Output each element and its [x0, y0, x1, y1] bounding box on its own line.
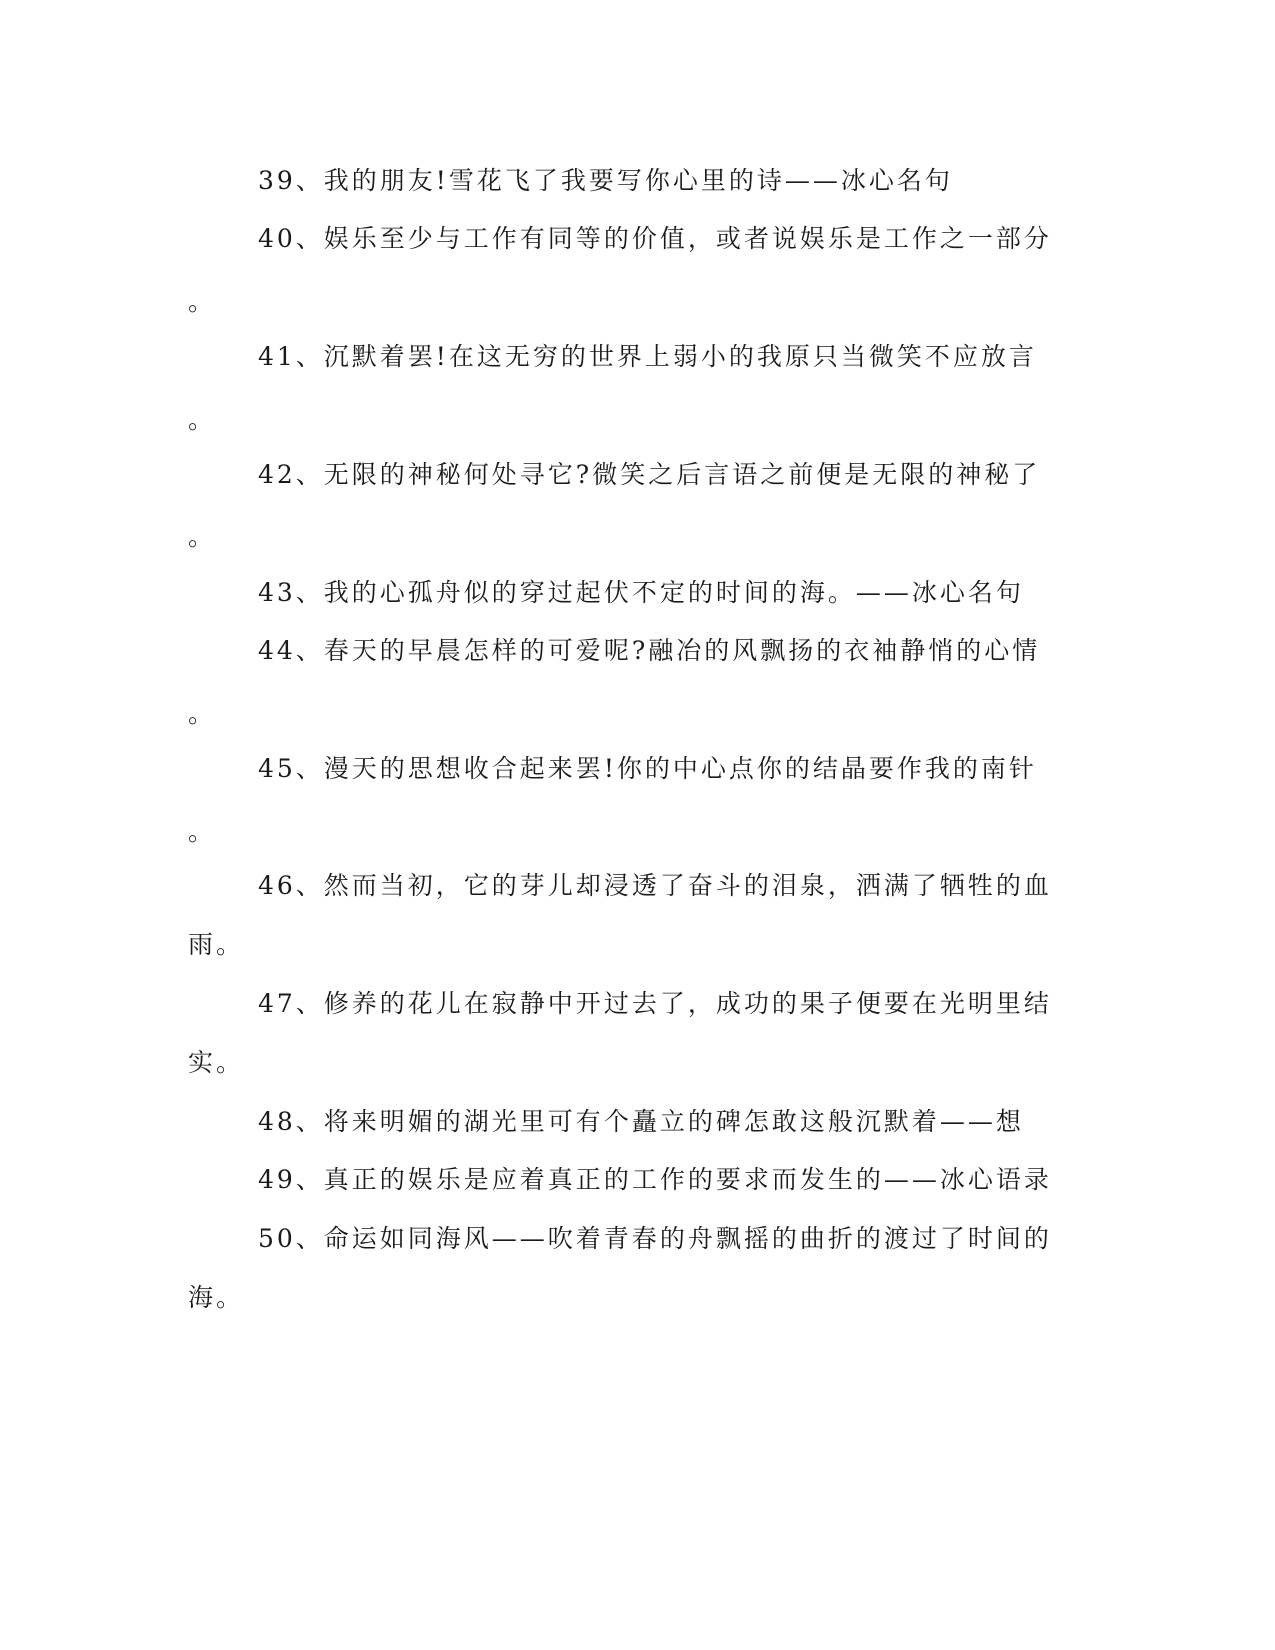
quote-49-line-1: 49、真正的娱乐是应着真正的工作的要求而发生的——冰心语录: [258, 1165, 1052, 1194]
quote-39-line-1: 39、我的朋友!雪花飞了我要写你心里的诗——冰心名句: [258, 166, 953, 195]
quote-50-line-2: 海。: [188, 1283, 245, 1312]
quote-44-line-1: 44、春天的早晨怎样的可爱呢?融冶的风飘扬的衣袖静悄的心情: [258, 636, 1041, 665]
quote-48-line-1: 48、将来明媚的湖光里可有个矗立的碑怎敢这般沉默着——想: [258, 1107, 1024, 1136]
quote-45-line-2: 。: [188, 817, 217, 846]
quote-42-line-1: 42、无限的神秘何处寻它?微笑之后言语之前便是无限的神秘了: [258, 460, 1041, 489]
quote-46-line-1: 46、然而当初，它的芽儿却浸透了奋斗的泪泉，洒满了牺牲的血: [258, 871, 1052, 900]
quote-40-line-1: 40、娱乐至少与工作有同等的价值，或者说娱乐是工作之一部分: [258, 224, 1052, 253]
quote-40-line-2: 。: [188, 287, 217, 316]
quote-50-line-1: 50、命运如同海风——吹着青春的舟飘摇的曲折的渡过了时间的: [258, 1224, 1052, 1253]
quote-41-line-1: 41、沉默着罢!在这无穷的世界上弱小的我原只当微笑不应放言: [258, 342, 1037, 371]
quote-45-line-1: 45、漫天的思想收合起来罢!你的中心点你的结晶要作我的南针: [258, 754, 1037, 783]
quote-42-line-2: 。: [188, 522, 217, 551]
quote-43-line-1: 43、我的心孤舟似的穿过起伏不定的时间的海。——冰心名句: [258, 578, 1024, 607]
quote-46-line-2: 雨。: [188, 930, 245, 959]
quote-47-line-1: 47、修养的花儿在寂静中开过去了，成功的果子便要在光明里结: [258, 989, 1052, 1018]
quote-44-line-2: 。: [188, 699, 217, 728]
quote-41-line-2: 。: [188, 405, 217, 434]
quote-47-line-2: 实。: [188, 1048, 245, 1077]
